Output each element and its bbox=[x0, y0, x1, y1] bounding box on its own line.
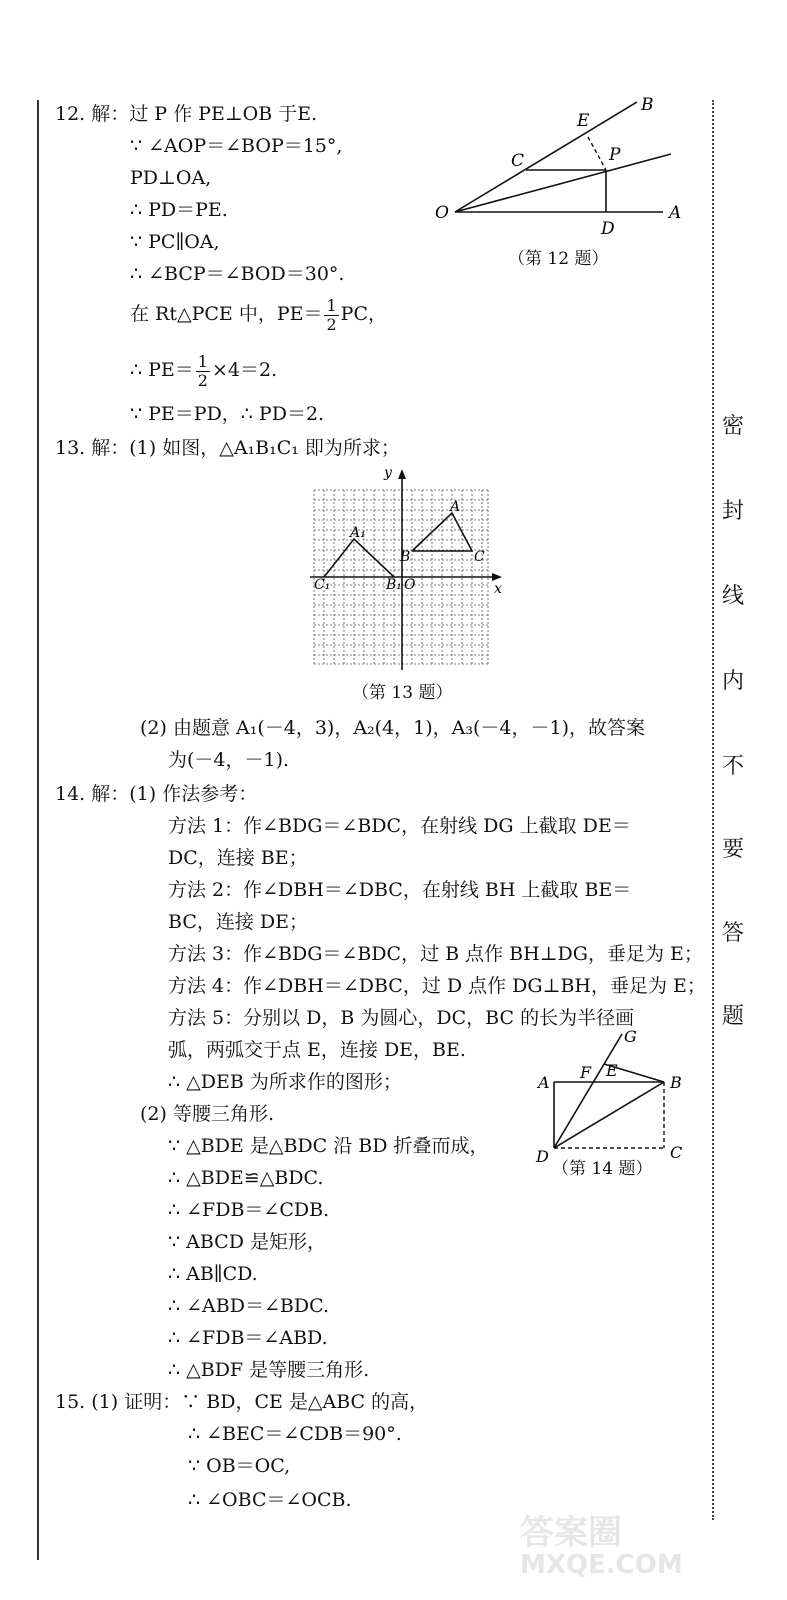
label-B: B bbox=[400, 549, 411, 565]
q14-caption: （第 14 题） bbox=[552, 1159, 653, 1179]
seal-char: 答 bbox=[722, 921, 745, 946]
label-A: A bbox=[450, 499, 461, 515]
label-A: A bbox=[538, 1073, 550, 1092]
watermark-logo: 答案圈 bbox=[520, 1513, 622, 1553]
q14-line: DC，连接 BE； bbox=[168, 847, 308, 869]
q14-line: ∴ △BDF 是等腰三角形. bbox=[168, 1359, 370, 1381]
watermark-url: MXQE.COM bbox=[520, 1550, 683, 1580]
q12-line: PD⊥OA, bbox=[130, 167, 212, 189]
seal-char: 密 bbox=[722, 414, 745, 439]
label-E: E bbox=[606, 1061, 618, 1080]
q13-line: 13. 解：(1) 如图，△A₁B₁C₁ 即为所求； bbox=[55, 437, 400, 459]
q12-line: ∴ PD＝PE. bbox=[130, 199, 228, 221]
label-C: C bbox=[474, 549, 485, 565]
q15-line: ∴ ∠BEC＝∠CDB＝90°. bbox=[188, 1423, 402, 1445]
q13-caption: （第 13 题） bbox=[352, 683, 453, 703]
seal-char: 内 bbox=[722, 669, 745, 694]
q14-line: 方法 1：作∠BDG＝∠BDC，在射线 DG 上截取 DE＝ bbox=[168, 815, 631, 837]
label-y: y bbox=[384, 465, 392, 481]
q12-figure bbox=[425, 90, 705, 240]
q12-caption: （第 12 题） bbox=[508, 249, 609, 269]
label-F: F bbox=[580, 1063, 592, 1082]
q12-pe-suffix: ×4＝2. bbox=[211, 359, 278, 381]
q13-line: 为(－4，－1). bbox=[168, 749, 290, 771]
label-P: P bbox=[609, 145, 621, 165]
q14-line: 方法 3：作∠BDG＝∠BDC，过 B 点作 BH⊥DG，垂足为 E； bbox=[168, 943, 703, 965]
q14-line: BC，连接 DE； bbox=[168, 911, 308, 933]
q13-line: (2) 由题意 A₁(－4，3)，A₂(4，1)，A₃(－4，－1)，故答案 bbox=[140, 717, 646, 739]
q14-line: ∴ △BDE≌△BDC. bbox=[168, 1167, 324, 1189]
q14-line: ∴ AB∥CD. bbox=[168, 1263, 258, 1285]
seal-dotted-line bbox=[712, 100, 714, 1520]
frac-den: 2 bbox=[326, 314, 337, 334]
label-E: E bbox=[577, 111, 590, 131]
label-x: x bbox=[494, 581, 502, 597]
seal-char: 要 bbox=[722, 837, 745, 862]
label-O: O bbox=[435, 203, 449, 223]
q14-line: 方法 4：作∠DBH＝∠DBC，过 D 点作 DG⊥BH，垂足为 E； bbox=[168, 975, 706, 997]
q12-line: ∴ ∠BCP＝∠BOD＝30°. bbox=[130, 263, 345, 285]
q14-line: ∵ △BDE 是△BDC 沿 BD 折叠而成， bbox=[168, 1135, 489, 1157]
q14-line: (2) 等腰三角形. bbox=[140, 1103, 274, 1125]
seal-char: 封 bbox=[722, 499, 745, 524]
frac-num: 1 bbox=[326, 295, 337, 315]
q12-line: 12. 解：过 P 作 PE⊥OB 于E. bbox=[55, 103, 318, 125]
fraction bbox=[324, 297, 338, 334]
fraction bbox=[196, 353, 210, 390]
q14-figure bbox=[532, 1024, 692, 1164]
label-C: C bbox=[511, 151, 525, 171]
q12-rt-prefix: 在 Rt△PCE 中，PE＝ bbox=[130, 303, 323, 325]
frac-den: 2 bbox=[197, 370, 208, 390]
label-A1: A₁ bbox=[350, 525, 366, 541]
q14-line: 方法 2：作∠DBH＝∠DBC，在射线 BH 上截取 BE＝ bbox=[168, 879, 632, 901]
q12-line: ∵ ∠AOP＝∠BOP＝15°, bbox=[130, 135, 343, 157]
q15-line: 15. (1) 证明：∵ BD，CE 是△ABC 的高， bbox=[55, 1391, 429, 1413]
q14-line: 方法 5：分别以 D，B 为圆心，DC，BC 的长为半径画 bbox=[168, 1007, 635, 1029]
q13-grid-figure bbox=[300, 465, 510, 675]
label-C: C bbox=[670, 1143, 683, 1162]
label-C1: C₁ bbox=[314, 577, 331, 593]
label-D: D bbox=[536, 1147, 549, 1164]
q12-line: ∵ PC∥OA, bbox=[130, 231, 220, 253]
q12-rt-line bbox=[130, 296, 387, 334]
q12-pe-line bbox=[130, 352, 277, 390]
seal-char: 不 bbox=[722, 754, 745, 779]
label-B1: B₁ bbox=[386, 577, 402, 593]
q14-line: 14. 解：(1) 作法参考： bbox=[55, 783, 258, 805]
seal-char: 线 bbox=[722, 584, 745, 609]
label-D: D bbox=[601, 219, 615, 239]
q14-line: ∴ ∠FDB＝∠CDB. bbox=[168, 1199, 330, 1221]
left-margin-line bbox=[37, 100, 39, 1560]
q14-line: ∵ ABCD 是矩形， bbox=[168, 1231, 326, 1253]
q12-line: ∵ PE＝PD，∴ PD＝2. bbox=[130, 403, 325, 425]
frac-num: 1 bbox=[197, 351, 208, 371]
q12-rt-suffix: PC， bbox=[340, 303, 387, 325]
q14-line: ∴ ∠FDB＝∠ABD. bbox=[168, 1327, 328, 1349]
label-A: A bbox=[669, 203, 682, 223]
q14-line: ∴ △DEB 为所求作的图形； bbox=[168, 1071, 402, 1093]
label-G: G bbox=[624, 1027, 637, 1046]
label-B: B bbox=[641, 95, 654, 115]
q14-line: ∴ ∠ABD＝∠BDC. bbox=[168, 1295, 329, 1317]
seal-char: 题 bbox=[722, 1004, 745, 1029]
q15-line: ∴ ∠OBC＝∠OCB. bbox=[188, 1489, 352, 1511]
label-O: O bbox=[404, 577, 416, 593]
q15-line: ∵ OB＝OC, bbox=[188, 1455, 291, 1477]
q14-line: 弧，两弧交于点 E，连接 DE，BE. bbox=[168, 1039, 466, 1061]
q12-pe-prefix: ∴ PE＝ bbox=[130, 359, 194, 381]
label-B: B bbox=[670, 1073, 682, 1092]
